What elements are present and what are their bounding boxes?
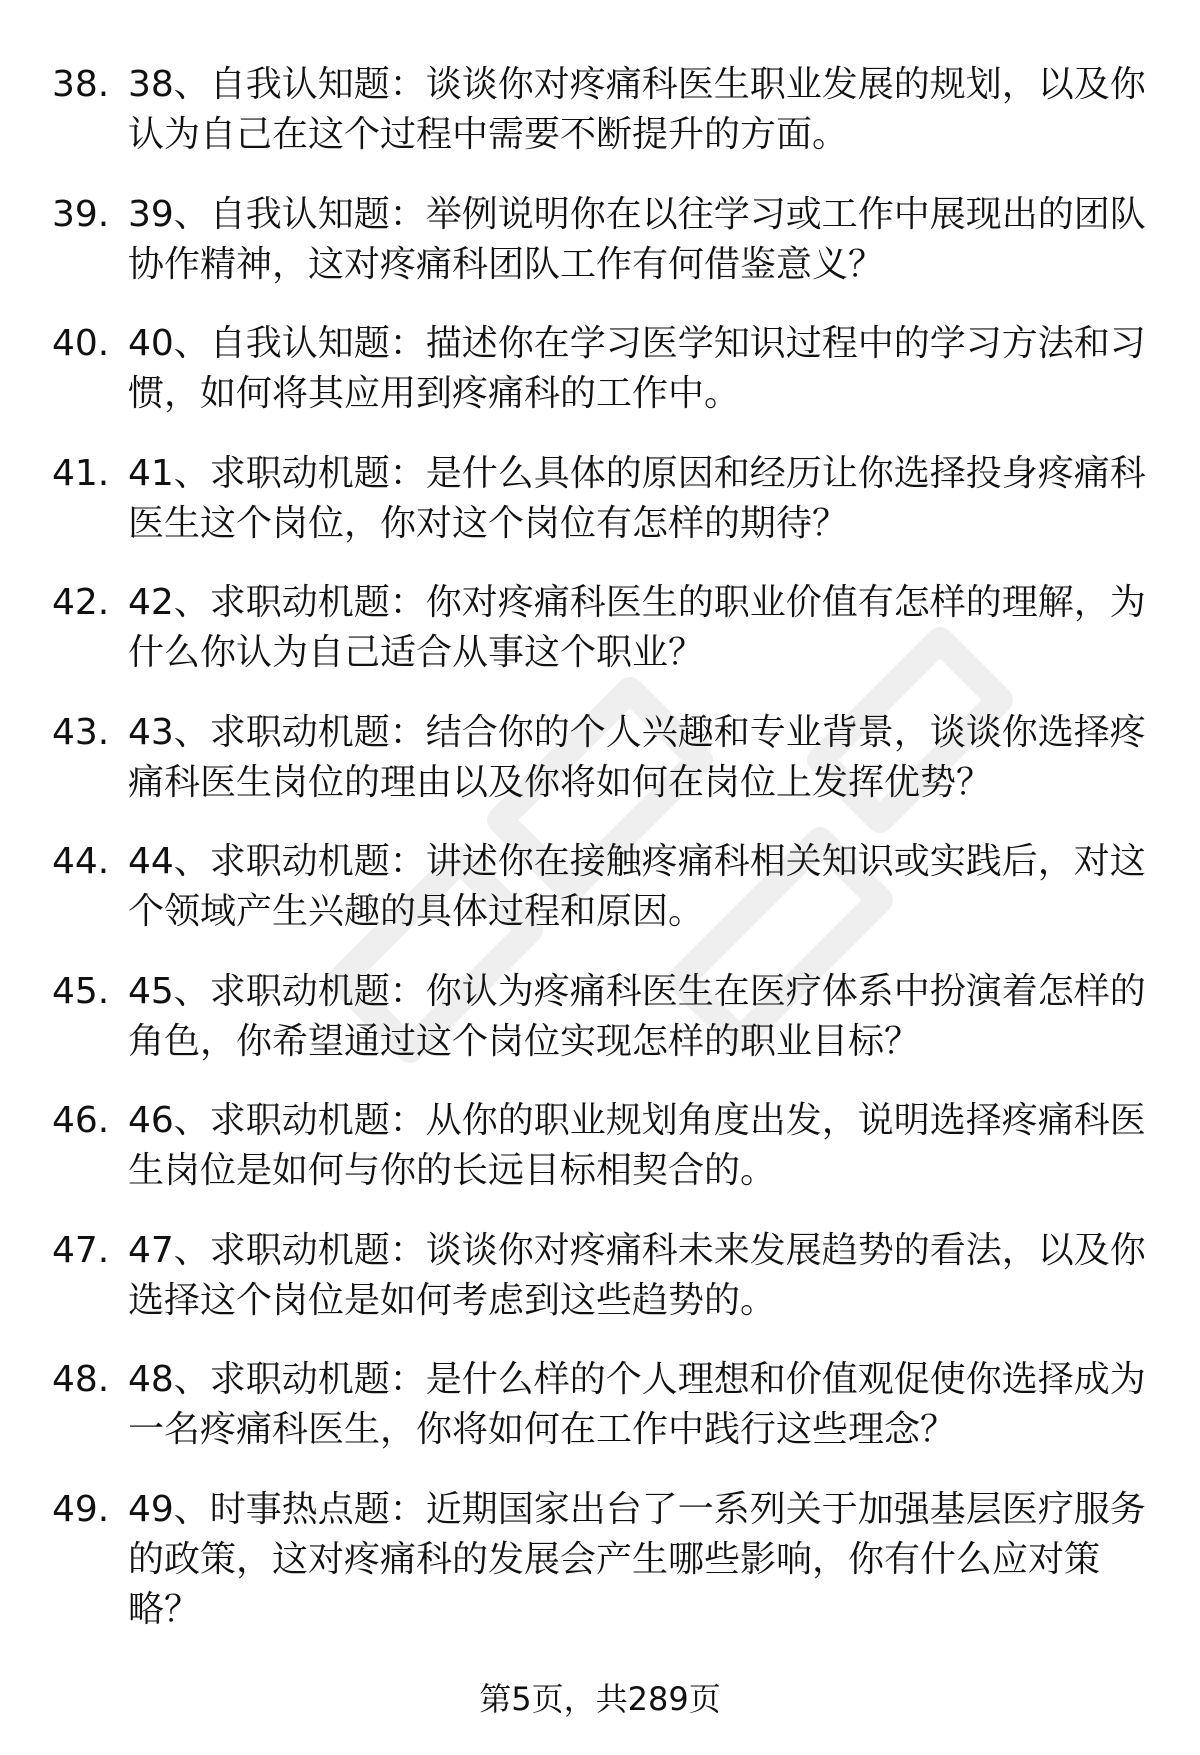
- question-text: 47、求职动机题：谈谈你对疼痛科未来发展趋势的看法，以及你选择这个岗位是如何考虑到这些趋势的。: [128, 1229, 1146, 1321]
- list-item: [52, 1096, 1152, 1196]
- question-number: 38.: [52, 64, 110, 105]
- question-number: 41.: [52, 452, 110, 494]
- list-item: [52, 708, 1152, 808]
- question-text: 41、求职动机题：是什么具体的原因和经历让你选择投身疼痛科医生这个岗位，你对这个岗位有怎样的期待？: [128, 452, 1146, 544]
- question-text: 45、求职动机题：你认为疼痛科医生在医疗体系中扮演着怎样的角色，你希望通过这个岗位实现怎样的职业目标？: [128, 970, 1146, 1062]
- question-text: 40、自我认知题：描述你在学习医学知识过程中的学习方法和习惯，如何将其应用到疼痛科的工作中。: [128, 323, 1146, 414]
- question-text: 44、求职动机题：讲述你在接触疼痛科相关知识或实践后，对这个领域产生兴趣的具体过程和原因。: [128, 841, 1146, 932]
- list-item: [52, 319, 1152, 419]
- list-item: [52, 578, 1152, 678]
- list-item: [52, 190, 1152, 290]
- question-number: 43.: [52, 711, 110, 753]
- list-item: [52, 1226, 1152, 1326]
- list-item: [52, 837, 1152, 937]
- list-item: [52, 967, 1152, 1067]
- question-number: 48.: [52, 1359, 110, 1400]
- question-number: 49.: [52, 1488, 110, 1530]
- list-item: [52, 60, 1152, 160]
- list-item: [52, 1485, 1152, 1635]
- question-list: [52, 60, 1152, 1664]
- question-text: 49、时事热点题：近期国家出台了一系列关于加强基层医疗服务的政策，这对疼痛科的发展会产生哪些影响，你有什么应对策略？: [128, 1488, 1146, 1630]
- question-number: 46.: [52, 1100, 110, 1141]
- question-number: 44.: [52, 841, 110, 882]
- question-text: 42、求职动机题：你对疼痛科医生的职业价值有怎样的理解，为什么你认为自己适合从事这个职业？: [128, 582, 1146, 673]
- list-item: [52, 449, 1152, 549]
- question-number: 39.: [52, 193, 110, 235]
- question-text: 46、求职动机题：从你的职业规划角度出发，说明选择疼痛科医生岗位是如何与你的长远目标相契合的。: [128, 1100, 1146, 1191]
- question-number: 42.: [52, 582, 110, 623]
- page-footer: 第5页，共289页: [479, 1680, 721, 1718]
- question-number: 40.: [52, 323, 110, 364]
- question-text: 39、自我认知题：举例说明你在以往学习或工作中展现出的团队协作精神，这对疼痛科团队工作有何借鉴意义？: [128, 193, 1146, 285]
- question-text: 43、求职动机题：结合你的个人兴趣和专业背景，谈谈你选择疼痛科医生岗位的理由以及你将如何在岗位上发挥优势？: [128, 711, 1146, 803]
- question-number: 45.: [52, 970, 110, 1012]
- question-number: 47.: [52, 1229, 110, 1271]
- question-text: 38、自我认知题：谈谈你对疼痛科医生职业发展的规划，以及你认为自己在这个过程中需要不断提升的方面。: [128, 64, 1146, 155]
- list-item: [52, 1355, 1152, 1455]
- question-text: 48、求职动机题：是什么样的个人理想和价值观促使你选择成为一名疼痛科医生，你将如何在工作中践行这些理念？: [128, 1359, 1146, 1450]
